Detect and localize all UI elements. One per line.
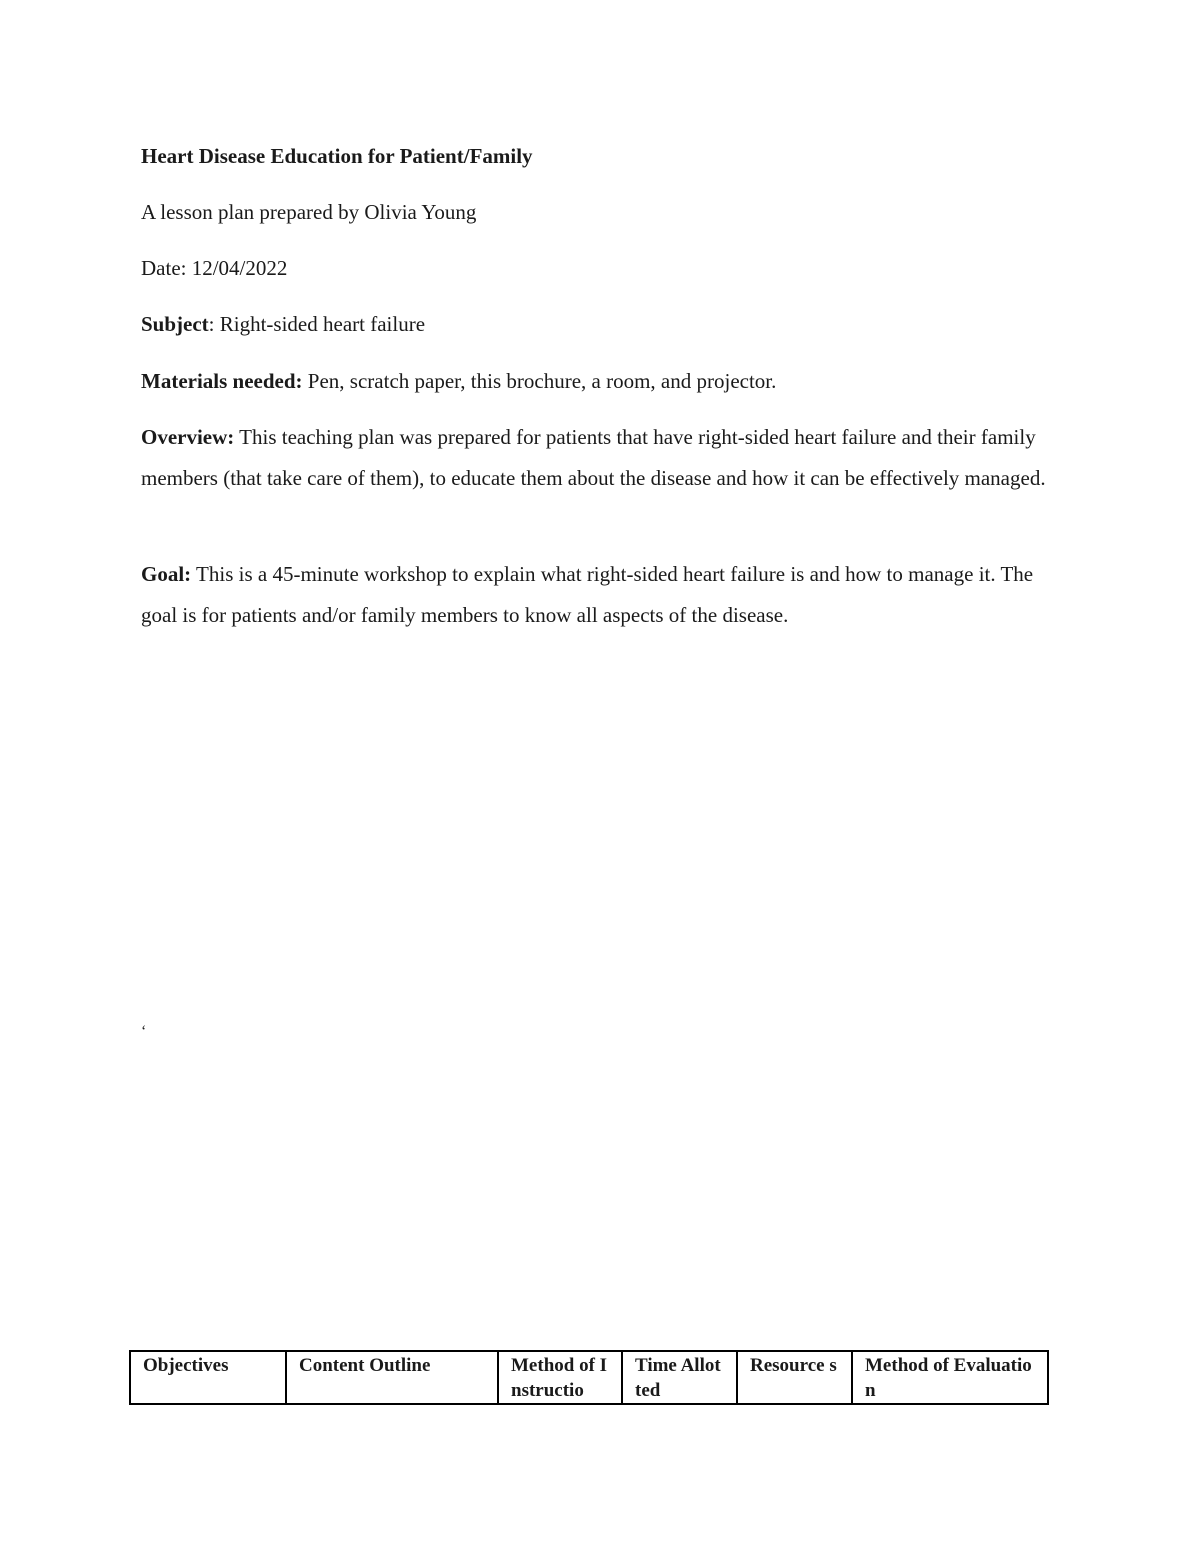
lesson-plan-table xyxy=(129,1350,1049,1405)
header-content-outline: Content Outline xyxy=(286,1351,498,1404)
stray-mark: ‘ xyxy=(141,1023,147,1040)
byline: A lesson plan prepared by Olivia Young xyxy=(141,200,477,224)
goal-paragraph xyxy=(141,554,1051,636)
header-method-of-instruction: Method of Instructio xyxy=(498,1351,622,1404)
materials-label: Materials needed: xyxy=(141,369,303,393)
document-title: Heart Disease Education for Patient/Family xyxy=(141,144,533,168)
subject-text: : Right-sided heart failure xyxy=(208,312,426,336)
header-objectives: Objectives xyxy=(130,1351,286,1404)
header-method-of-evaluation: Method of Evaluation xyxy=(852,1351,1048,1404)
materials-line xyxy=(141,361,1061,402)
materials-text: Pen, scratch paper, this brochure, a room, and projector. xyxy=(302,369,777,393)
header-resources: Resource s xyxy=(737,1351,852,1404)
overview-label: Overview: xyxy=(141,425,235,449)
subject-label: Subject xyxy=(141,312,209,336)
date-line: Date: 12/04/2022 xyxy=(141,256,288,280)
overview-paragraph xyxy=(141,417,1051,499)
overview-text: This teaching plan was prepared for patients that have right-sided heart failure and their family members (that take care of them), to educate them about the disease and how it can be effectively managed. xyxy=(141,425,1046,490)
goal-label: Goal: xyxy=(141,562,192,586)
subject-line xyxy=(141,304,1061,345)
goal-text: This is a 45-minute workshop to explain what right-sided heart failure is and how to manage it. The goal is for patients and/or family members to know all aspects of the disease. xyxy=(141,562,1034,627)
header-time-allotted: Time Allotted xyxy=(622,1351,737,1404)
table-header-row xyxy=(130,1351,1048,1404)
